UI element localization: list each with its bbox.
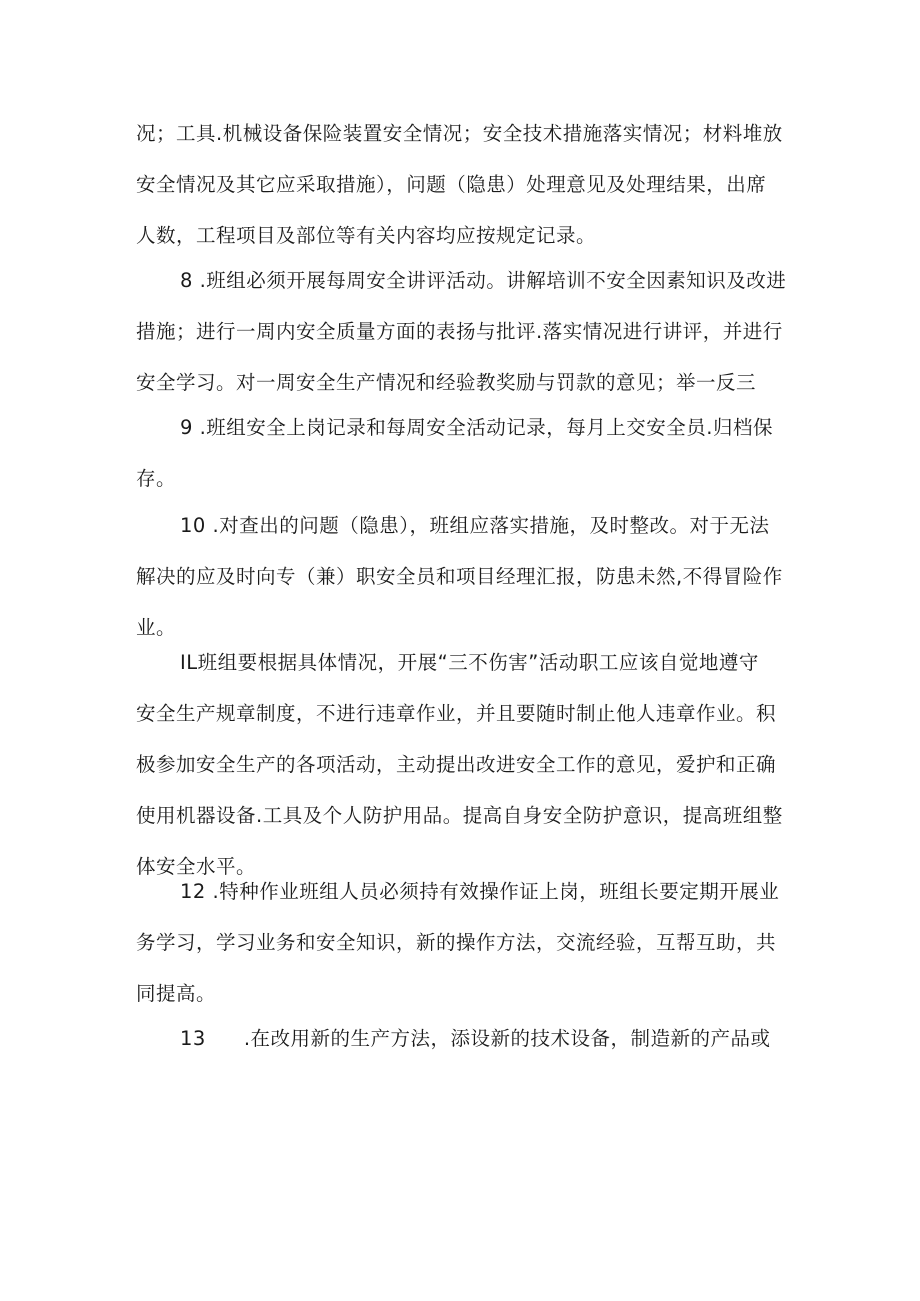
text-line: 9 .班组安全上岗记录和每周安全活动记录，每月上交安全员.归档保 bbox=[180, 416, 774, 439]
text-line: 安全生产规章制度，不进行违章作业，并且要随时制止他人违章作业。积 bbox=[136, 702, 777, 725]
text-line: 人数，工程项目及部位等有关内容均应按规定记录。 bbox=[136, 224, 597, 247]
text-line: 安全学习。对一周安全生产情况和经验教奖励与罚款的意见；举一反三 bbox=[136, 371, 757, 394]
text-line: 使用机器设备.工具及个人防护用品。提高自身安全防护意识，提高班组整 bbox=[136, 804, 783, 827]
text-line: 12 .特种作业班组人员必须持有效操作证上岗，班组长要定期开展业 bbox=[180, 880, 780, 903]
text-line: 安全情况及其它应采取措施），问题（隐患）处理意见及处理结果，出席 bbox=[136, 173, 767, 196]
text-line: 同提高。 bbox=[136, 982, 217, 1005]
text-line: 解决的应及时向专（兼）职安全员和项目经理汇报，防患未然,不得冒险作 bbox=[136, 565, 783, 588]
text-line: IL班组要根据具体情况，开展“三不伤害”活动职工应该自觉地遵守 bbox=[180, 651, 759, 674]
paragraph-item-8 bbox=[136, 255, 796, 408]
item-text: .在改用新的生产方法，添设新的技术设备，制造新的产品或 bbox=[243, 1027, 771, 1050]
text-line: 务学习，学习业务和安全知识，新的操作方法，交流经验，互帮互助，共 bbox=[136, 931, 777, 954]
paragraph-item-13 bbox=[136, 1013, 796, 1064]
text-line: 况；工具.机械设备保险装置安全情况；安全技术措施落实情况；材料堆放 bbox=[136, 122, 783, 145]
paragraph-item-11 bbox=[136, 637, 796, 892]
text-line bbox=[136, 1013, 796, 1064]
text-line: 措施；进行一周内安全质量方面的表扬与批评.落实情况进行讲评，并进行 bbox=[136, 320, 783, 343]
paragraph-continuation bbox=[136, 108, 796, 261]
text-line: 存。 bbox=[136, 467, 177, 490]
text-line: 8 .班组必须开展每周安全讲评活动。讲解培训不安全因素知识及改进 bbox=[180, 269, 787, 292]
paragraph-item-9 bbox=[136, 402, 796, 504]
item-number: 13 bbox=[180, 1027, 206, 1050]
text-line: 体安全水平。 bbox=[136, 855, 257, 878]
paragraph-item-12 bbox=[136, 866, 796, 1019]
paragraph-item-10 bbox=[136, 500, 796, 653]
text-line: 10 .对查出的问题（隐患），班组应落实措施，及时整改。对于无法 bbox=[180, 514, 770, 537]
text-line: 极参加安全生产的各项活动，主动提出改进安全工作的意见，爱护和正确 bbox=[136, 753, 777, 776]
text-line: 业。 bbox=[136, 616, 177, 639]
